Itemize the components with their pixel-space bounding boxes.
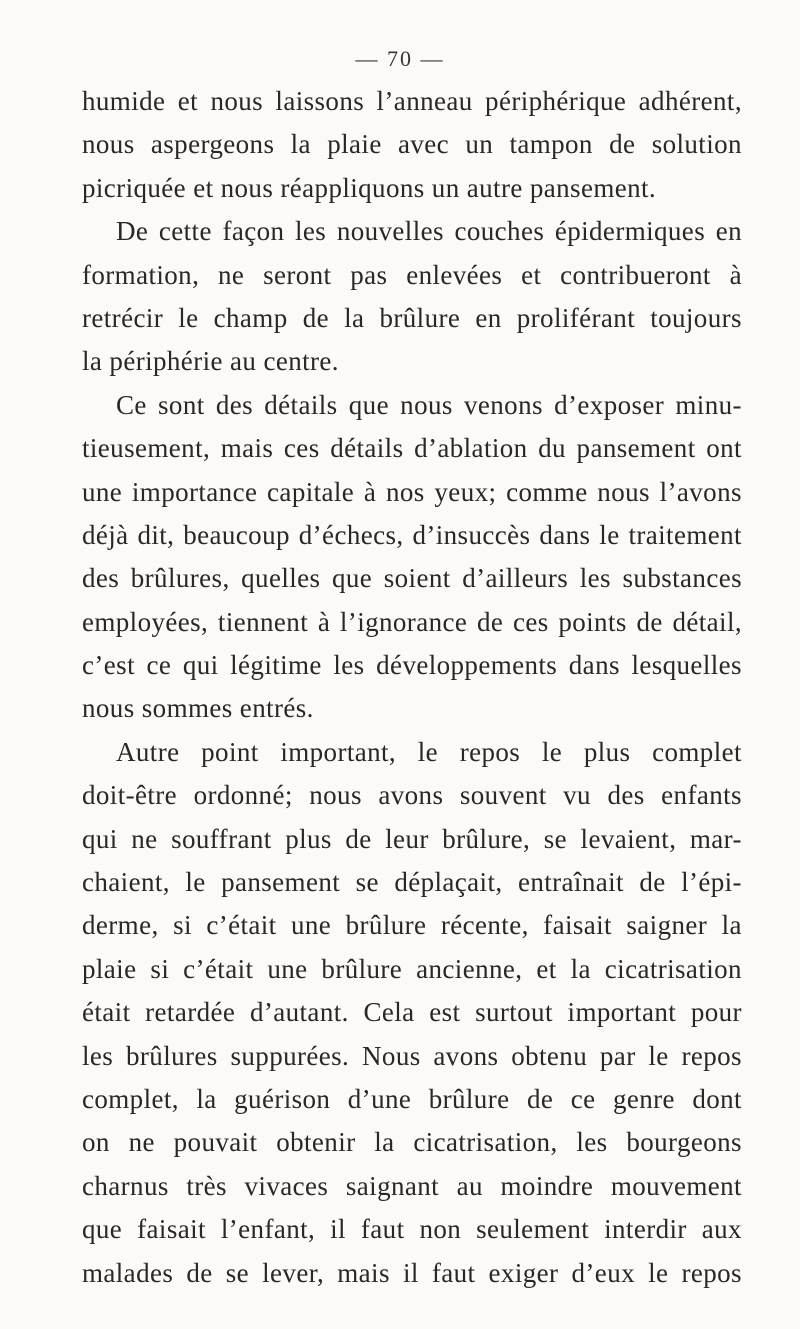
text-line: déjà dit, beaucoup d’échecs, d’insuccès dans le traitement [82,519,742,550]
text-line: tieusement, mais ces détails d’ablation du pansement ont [82,433,742,464]
text-line: une importance capitale à nos yeux; comme nous l’avons [82,476,742,507]
text-line: retrécir le champ de la brûlure en proliférant toujours [82,302,742,333]
text-line: que faisait l’enfant, il faut non seulement interdir aux [82,1214,742,1245]
text-line: doit-être ordonné; nous avons souvent vu des enfants [82,780,742,811]
text-line: c’est ce qui légitime les développements dans lesquelles [82,650,742,681]
text-line: derme, si c’était une brûlure récente, faisait saigner la [82,910,742,941]
text-line: plaie si c’était une brûlure ancienne, et la cicatrisation [82,953,742,984]
text-line: charnus très vivaces saignant au moindre mouvement [82,1170,742,1201]
text-line: picriquée et nous réappliquons un autre pansement. [82,172,657,203]
text-line: nous sommes entrés. [82,693,314,724]
text-line: la périphérie au centre. [82,346,339,377]
text-line: complet, la guérison d’une brûlure de ce genre dont [82,1083,742,1114]
text-line: malades de se lever, mais il faut exiger d’eux le repos [82,1257,742,1288]
text-line: employées, tiennent à l’ignorance de ces points de détail, [82,606,742,637]
text-line: chaient, le pansement se déplaçait, entraînait de l’épi- [82,867,742,898]
text-line: Autre point important, le repos le plus complet [116,736,742,767]
text-line: humide et nous laissons l’anneau périphérique adhérent, [82,86,742,116]
text-line: formation, ne seront pas enlevées et contribueront à [82,259,742,290]
text-line: les brûlures suppurées. Nous avons obtenu par le repos [82,1040,742,1071]
text-line: était retardée d’autant. Cela est surtout important pour [82,997,742,1028]
text-line: nous aspergeons la plaie avec un tampon de solution [82,129,742,160]
page-number: — 70 — [355,46,445,71]
text-line: qui ne souffrant plus de leur brûlure, se levaient, mar- [82,823,742,854]
text-line: De cette façon les nouvelles couches épidermiques en [116,216,742,247]
text-line: on ne pouvait obtenir la cicatrisation, les bourgeons [82,1127,742,1158]
body-text [82,80,742,1295]
text-line: des brûlures, quelles que soient d’ailleurs les substances [82,563,742,594]
text-line: Ce sont des détails que nous venons d’exposer minu- [116,389,742,420]
